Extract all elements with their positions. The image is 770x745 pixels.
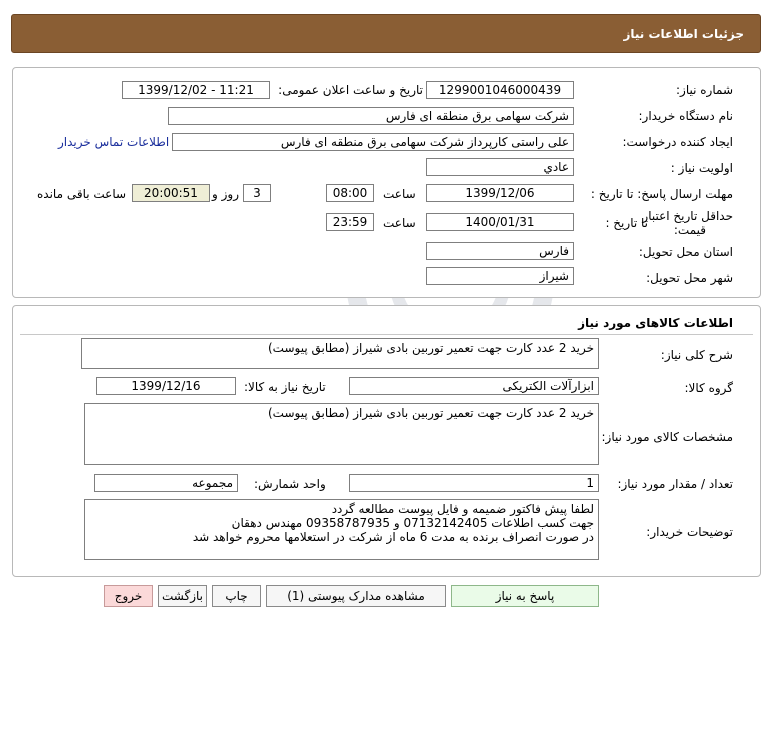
unit-field: مجموعه bbox=[94, 474, 238, 492]
days-label: روز و bbox=[212, 187, 239, 201]
deadline-date-field: 1399/12/06 bbox=[426, 184, 574, 202]
validity-time-field: 23:59 bbox=[326, 213, 374, 231]
deadline-label: مهلت ارسال پاسخ: تا تاریخ : bbox=[590, 187, 733, 201]
validity-label-line1: حداقل تاریخ اعتبار bbox=[642, 209, 733, 223]
goods-specs-field: خرید 2 عدد کارت جهت تعمیر توربین بادی شیراز (مطابق پیوست) bbox=[84, 403, 599, 465]
buyer-notes-label: توضیحات خریدار: bbox=[646, 525, 733, 539]
need-description-label: شرح کلی نیاز: bbox=[660, 348, 733, 362]
buyer-note-line: جهت کسب اطلاعات 07132142405 و 09358787935 مهندس دهقان bbox=[231, 516, 594, 530]
buyer-contact-link[interactable]: اطلاعات تماس خریدار bbox=[58, 135, 170, 149]
city-field: شیراز bbox=[426, 267, 574, 285]
announce-date-field: 1399/12/02 - 11:21 bbox=[122, 81, 270, 99]
buyer-note-line: لطفا پیش فاکتور ضمیمه و فایل پیوست مطالعه گردد bbox=[331, 502, 594, 516]
goods-specs-label: مشخصات کالای مورد نیاز: bbox=[601, 430, 733, 444]
buyer-notes-field bbox=[84, 499, 599, 560]
section-divider bbox=[20, 334, 753, 335]
buyer-org-field: شرکت سهامی برق منطقه ای فارس bbox=[168, 107, 574, 125]
validity-time-label: ساعت bbox=[383, 216, 416, 230]
province-field: فارس bbox=[426, 242, 574, 260]
goods-group-field: ابزارآلات الکتریکی bbox=[349, 377, 599, 395]
quantity-field: 1 bbox=[349, 474, 599, 492]
validity-label-line2: قیمت: bbox=[673, 223, 706, 237]
buyer-note-line: در صورت انصراف برنده به مدت 6 ماه از شرکت در استعلامها محروم خواهد شد bbox=[192, 530, 594, 544]
unit-label: واحد شمارش: bbox=[254, 477, 326, 491]
deadline-time-field: 08:00 bbox=[326, 184, 374, 202]
priority-field: عادي bbox=[426, 158, 574, 176]
announce-date-label: تاریخ و ساعت اعلان عمومی: bbox=[278, 83, 423, 97]
priority-label: اولویت نیاز : bbox=[670, 161, 733, 175]
validity-date-field: 1400/01/31 bbox=[426, 213, 574, 231]
reply-button[interactable]: پاسخ به نیاز bbox=[451, 585, 599, 607]
back-button[interactable]: بازگشت bbox=[158, 585, 207, 607]
province-label: استان محل تحویل: bbox=[638, 245, 733, 259]
creator-field: علی راستی کارپرداز شرکت سهامی برق منطقه ای فارس bbox=[172, 133, 574, 151]
print-button[interactable]: چاپ bbox=[212, 585, 261, 607]
deadline-time-label: ساعت bbox=[383, 187, 416, 201]
buyer-org-label: نام دستگاه خریدار: bbox=[638, 109, 733, 123]
city-label: شهر محل تحویل: bbox=[646, 271, 733, 285]
need-details-panel bbox=[12, 67, 761, 298]
goods-group-label: گروه کالا: bbox=[684, 381, 733, 395]
creator-label: ایجاد کننده درخواست: bbox=[622, 135, 733, 149]
page-title: جزئیات اطلاعات نیاز bbox=[623, 27, 744, 41]
need-number-label: شماره نیاز: bbox=[676, 83, 733, 97]
view-attachments-button[interactable]: مشاهده مدارک پیوستی (1) bbox=[266, 585, 446, 607]
need-date-field: 1399/12/16 bbox=[96, 377, 236, 395]
remaining-days-field: 3 bbox=[243, 184, 271, 202]
need-date-label: تاریخ نیاز به کالا: bbox=[244, 380, 326, 394]
need-number-field: 1299001046000439 bbox=[426, 81, 574, 99]
remaining-time-field: 20:00:51 bbox=[132, 184, 210, 202]
page-header bbox=[11, 14, 761, 53]
exit-button[interactable]: خروج bbox=[104, 585, 153, 607]
goods-section-title: اطلاعات کالاهای مورد نیاز bbox=[578, 316, 733, 330]
validity-to-label: تا تاریخ : bbox=[605, 216, 648, 230]
need-description-field: خرید 2 عدد کارت جهت تعمیر توربین بادی شیراز (مطابق پیوست) bbox=[81, 338, 599, 369]
quantity-label: تعداد / مقدار مورد نیاز: bbox=[617, 477, 733, 491]
remaining-time-label: ساعت باقی مانده bbox=[37, 187, 127, 201]
